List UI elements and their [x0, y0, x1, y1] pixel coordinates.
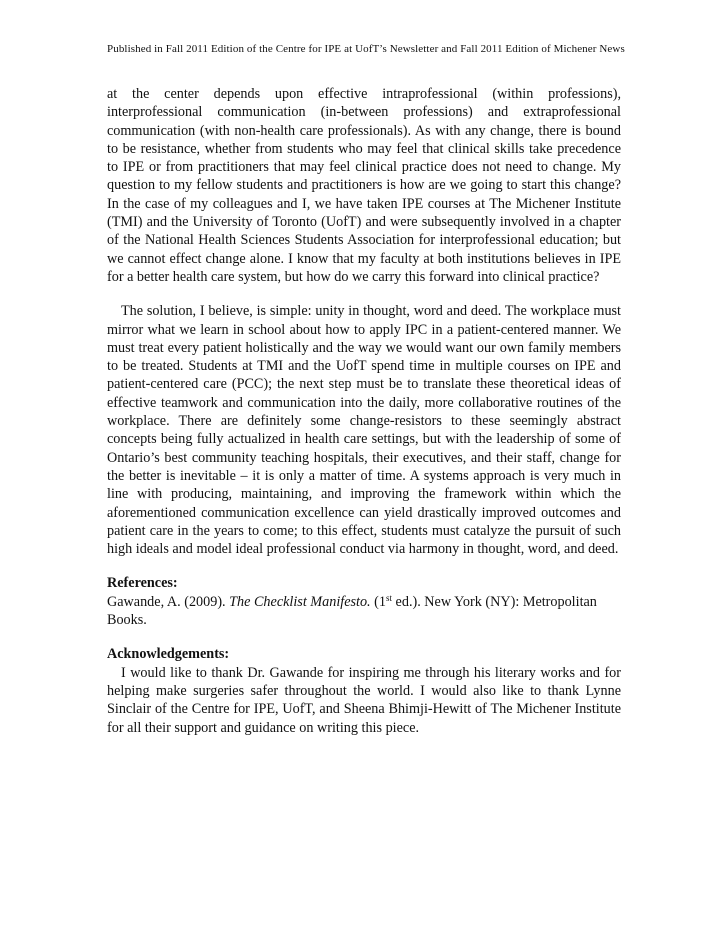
references-heading: References:: [107, 575, 178, 592]
body-paragraph-2: The solution, I believe, is simple: unity in thought, word and deed. The workplace must mirror what we learn in school about how to apply IPC in a patient-centered manner. We must treat every patient holistically and the way we would want our own family members to be treated. Students at TMI and the UofT spend time in multiple courses on IPE and patient-centered care (PCC); the next step must be to translate these theoretical ideas of effective teamwork and communication into the daily, more collaborative routines of the workplace. There are definitely some change-resistors to these seemingly abstract concepts being fully actualized in health care settings, but with the leadership of some of Ontario’s best community teaching hospitals, their executives, and their staff, change for the better is inevitable – it is only a matter of time. A systems approach is very much in line with producing, maintaining, and improving the framework within which the aforementioned communication excellence can yield drastically improved outcomes and patient care in the years to come; to this effect, students must catalyze the pursuit of such high ideals and model ideal professional conduct via harmony in thought, word, and deed.: [107, 303, 621, 558]
paragraph-spacer: [107, 629, 621, 645]
publication-header: Published in Fall 2011 Edition of the Centre for IPE at UofT’s Newsletter and Fall 2011 Edition of Michener News: [107, 43, 625, 55]
reference-author-year: Gawande, A. (2009).: [107, 593, 230, 610]
paragraph-spacer: [107, 286, 621, 302]
reference-entry: [107, 593, 621, 630]
paragraph-spacer: [107, 558, 621, 574]
reference-edition-open: (1: [370, 593, 386, 610]
reference-edition-superscript: st: [385, 592, 392, 603]
reference-title: The Checklist Manifesto.: [229, 593, 371, 610]
acknowledgements-heading: Acknowledgements:: [107, 646, 230, 663]
body-paragraph-1: at the center depends upon effective intraprofessional (within professions), interprofessional communication (in-between professions) and extraprofessional communication (with non-health care professionals). As with any change, there is bound to be resistance, whether from students who may feel that clinical skills take precedence to IPE or from practitioners that may feel clinical practice does not need to change. My question to my fellow students and practitioners is how are we going to start this change? In the case of my colleagues and I, we have taken IPE courses at The Michener Institute (TMI) and the University of Toronto (UofT) and were subsequently involved in a chapter of the National Health Sciences Students Association for interprofessional education; but we cannot effect change alone. I know that my faculty at both institutions believes in IPE for a better health care system, but how do we carry this forward into clinical practice?: [107, 86, 621, 285]
article-body: [107, 85, 621, 737]
reference-publisher: ed.). New York (NY): Metropolitan Books.: [107, 593, 597, 629]
acknowledgements-text: I would like to thank Dr. Gawande for inspiring me through his literary works and for helping make surgeries safer throughout the world. I would also like to thank Lynne Sinclair of the Centre for IPE, UofT, and Sheena Bhimji-Hewitt of The Michener Institute for all their support and guidance on writing this piece.: [107, 664, 621, 736]
